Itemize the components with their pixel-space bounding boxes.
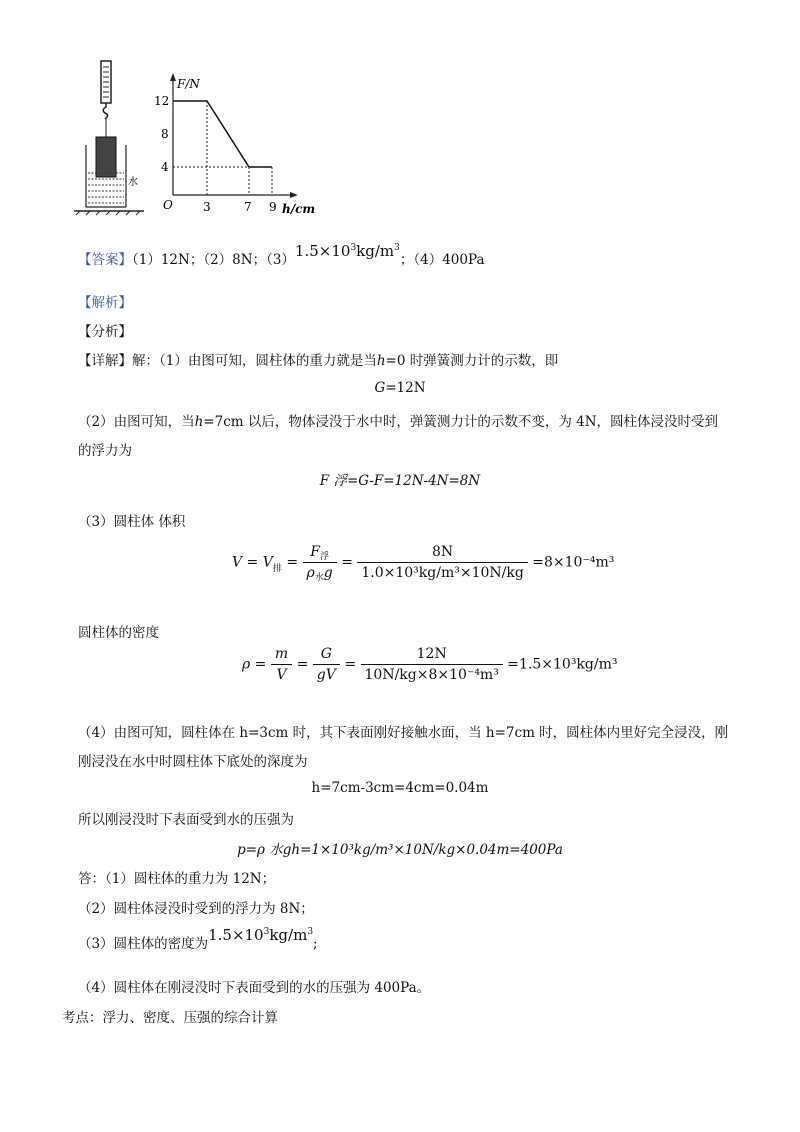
y-tick-8: 8	[161, 127, 169, 141]
detail-line-4a: （4）由图可知，圆柱体在 h=3cm 时，其下表面刚好接触水面，当 h=7cm 时，圆柱体内里好完全浸没，刚	[78, 725, 729, 741]
answer-end: ；（4）400Pa	[399, 252, 485, 268]
beaker-icon	[74, 137, 144, 215]
detail-line-4c: 所以刚浸没时下表面受到水的压强为	[78, 812, 294, 828]
origin-label: O	[163, 198, 173, 212]
jiexi-heading: 【解析】	[78, 295, 132, 311]
eq-depth: h=7cm-3cm=4cm=0.04m	[311, 780, 489, 796]
detail-line-2: （2）由图可知，当h=7cm 以后，物体浸没于水中时，弹簧测力计的示数不变，为 4N，圆柱体浸没时受到	[78, 414, 719, 430]
kaodian: 考点：浮力、密度、压强的综合计算	[62, 1010, 278, 1026]
eq-volume: $V = V_排$ = $\frac{F_浮}{\rho_水g}$ = $\frac{8N}{\text{1.0×10³kg/m³×10N/kg}}$ =8×10⁻⁴m³	[232, 544, 615, 583]
spring-scale-icon	[101, 61, 111, 137]
eq-pressure: p=ρ 水gh=1×10³kg/m³×10N/kg×0.04m=400Pa	[237, 842, 563, 858]
detail-line-2b: 的浮力为	[78, 443, 132, 459]
y-axis-label: F/N	[177, 77, 200, 91]
force-curve	[173, 101, 272, 167]
water-label: 水	[128, 177, 138, 188]
eq-gravity: G=12N	[374, 380, 426, 396]
figure	[60, 55, 330, 220]
graph	[154, 73, 315, 216]
eq-buoyancy: F 浮=G-F=12N-4N=8N	[319, 473, 481, 489]
answer-text: （1）12N；（2）8N；（3）	[132, 252, 295, 268]
y-tick-4: 4	[161, 160, 169, 174]
detail-line-3: （3）圆柱体 体积	[78, 514, 186, 530]
y-tick-12: 12	[154, 94, 170, 108]
x-tick-7: 7	[244, 200, 252, 214]
x-tick-3: 3	[203, 200, 211, 214]
fenxi-heading: 【分析】	[78, 324, 132, 340]
answer-tag: 【答案】	[78, 252, 132, 268]
final-answer-4: （4）圆柱体在刚浸没时下表面受到的水的压强为 400Pa。	[78, 980, 431, 996]
answer-density: $1.5\times 10^3kg/m^3$	[294, 242, 400, 260]
eq-density: ρ = $\frac{m}{V}$ = $\frac{G}{gV}$ = $\frac{12N}{\text{10N/kg×8×10⁻⁴m³}}$ =1.5×10³kg/m³	[242, 646, 618, 683]
answer-line	[78, 242, 485, 268]
x-tick-9: 9	[269, 200, 277, 214]
final-answer-1: 答：（1）圆柱体的重力为 12N；	[78, 871, 276, 887]
final-answer-2: （2）圆柱体浸没时受到的浮力为 8N；	[78, 901, 314, 917]
detail-line-4b: 刚浸没在水中时圆柱体下底处的深度为	[78, 754, 308, 770]
detail-line-3b: 圆柱体的密度	[78, 625, 159, 641]
final-answer-3: （3）圆柱体的密度为$1.5\times 10^3kg/m^3$;	[78, 926, 318, 952]
detail-line-1: 【详解】解：（1）由图可知，圆柱体的重力就是当h=0 时弹簧测力计的示数，即	[78, 353, 559, 369]
x-axis-label: h/cm	[282, 202, 316, 216]
